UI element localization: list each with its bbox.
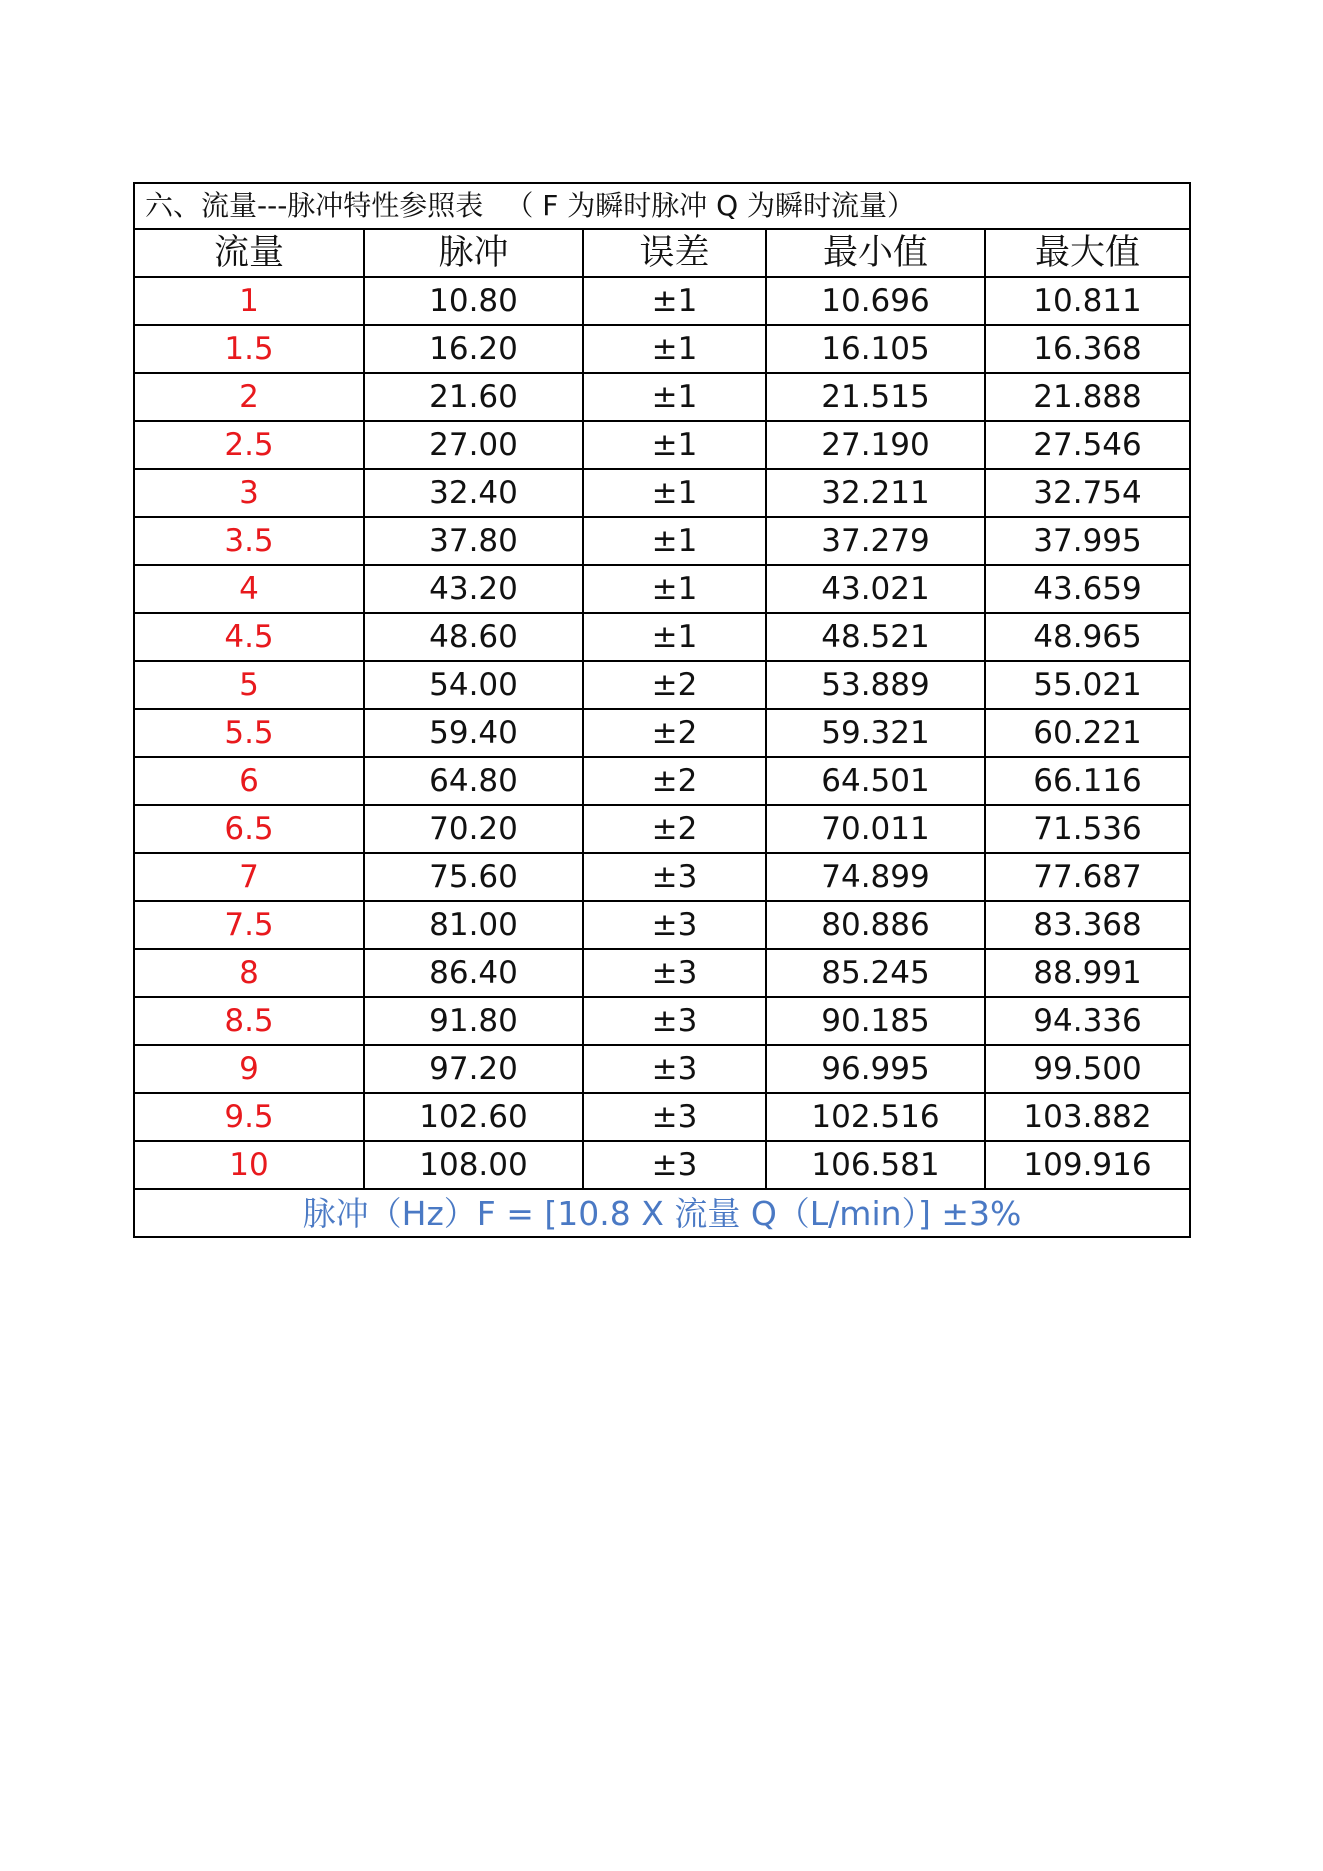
table-row [134, 613, 1190, 661]
max-cell: 109.916 [985, 1141, 1190, 1189]
error-cell: ±1 [583, 277, 766, 325]
flow-cell: 2 [134, 373, 364, 421]
max-cell: 99.500 [985, 1045, 1190, 1093]
flow-cell: 5 [134, 661, 364, 709]
table-row [134, 1093, 1190, 1141]
header-min: 最小值 [766, 229, 985, 277]
table-row [134, 421, 1190, 469]
min-cell: 59.321 [766, 709, 985, 757]
flow-cell: 1 [134, 277, 364, 325]
flow-cell: 5.5 [134, 709, 364, 757]
error-cell: ±1 [583, 421, 766, 469]
table-title-main: 六、流量---脉冲特性参照表 [145, 189, 484, 222]
pulse-cell: 32.40 [364, 469, 583, 517]
max-cell: 94.336 [985, 997, 1190, 1045]
flow-cell: 10 [134, 1141, 364, 1189]
error-cell: ±3 [583, 1093, 766, 1141]
error-cell: ±3 [583, 997, 766, 1045]
flow-cell: 7.5 [134, 901, 364, 949]
error-cell: ±2 [583, 805, 766, 853]
pulse-cell: 102.60 [364, 1093, 583, 1141]
header-max: 最大值 [985, 229, 1190, 277]
title-row [134, 183, 1190, 229]
flow-cell: 6 [134, 757, 364, 805]
header-row [134, 229, 1190, 277]
max-cell: 37.995 [985, 517, 1190, 565]
pulse-cell: 97.20 [364, 1045, 583, 1093]
min-cell: 85.245 [766, 949, 985, 997]
pulse-cell: 10.80 [364, 277, 583, 325]
table-row [134, 757, 1190, 805]
min-cell: 32.211 [766, 469, 985, 517]
flow-cell: 4 [134, 565, 364, 613]
max-cell: 66.116 [985, 757, 1190, 805]
pulse-cell: 81.00 [364, 901, 583, 949]
table-row [134, 661, 1190, 709]
min-cell: 48.521 [766, 613, 985, 661]
table-row [134, 565, 1190, 613]
max-cell: 10.811 [985, 277, 1190, 325]
flow-cell: 9.5 [134, 1093, 364, 1141]
min-cell: 96.995 [766, 1045, 985, 1093]
table-row [134, 901, 1190, 949]
max-cell: 55.021 [985, 661, 1190, 709]
pulse-cell: 75.60 [364, 853, 583, 901]
header-error: 误差 [583, 229, 766, 277]
error-cell: ±2 [583, 709, 766, 757]
formula-text: 脉冲（Hz）F = [10.8 X 流量 Q（L/min）] ±3% [134, 1189, 1190, 1237]
max-cell: 71.536 [985, 805, 1190, 853]
min-cell: 21.515 [766, 373, 985, 421]
table-row [134, 949, 1190, 997]
flow-cell: 2.5 [134, 421, 364, 469]
max-cell: 32.754 [985, 469, 1190, 517]
table-title-note: （ F 为瞬时脉冲 Q 为瞬时流量） [505, 189, 916, 222]
error-cell: ±1 [583, 325, 766, 373]
min-cell: 74.899 [766, 853, 985, 901]
error-cell: ±2 [583, 661, 766, 709]
min-cell: 70.011 [766, 805, 985, 853]
table-row [134, 1045, 1190, 1093]
error-cell: ±1 [583, 373, 766, 421]
flow-cell: 8 [134, 949, 364, 997]
max-cell: 103.882 [985, 1093, 1190, 1141]
table-row [134, 709, 1190, 757]
pulse-cell: 64.80 [364, 757, 583, 805]
pulse-cell: 91.80 [364, 997, 583, 1045]
min-cell: 64.501 [766, 757, 985, 805]
error-cell: ±1 [583, 565, 766, 613]
header-flow: 流量 [134, 229, 364, 277]
pulse-cell: 21.60 [364, 373, 583, 421]
min-cell: 10.696 [766, 277, 985, 325]
max-cell: 21.888 [985, 373, 1190, 421]
flow-cell: 7 [134, 853, 364, 901]
max-cell: 88.991 [985, 949, 1190, 997]
error-cell: ±1 [583, 517, 766, 565]
max-cell: 48.965 [985, 613, 1190, 661]
max-cell: 16.368 [985, 325, 1190, 373]
flow-cell: 4.5 [134, 613, 364, 661]
min-cell: 27.190 [766, 421, 985, 469]
max-cell: 27.546 [985, 421, 1190, 469]
pulse-cell: 86.40 [364, 949, 583, 997]
table-row [134, 853, 1190, 901]
pulse-cell: 54.00 [364, 661, 583, 709]
error-cell: ±3 [583, 1141, 766, 1189]
error-cell: ±3 [583, 1045, 766, 1093]
flow-cell: 3 [134, 469, 364, 517]
min-cell: 90.185 [766, 997, 985, 1045]
pulse-cell: 43.20 [364, 565, 583, 613]
min-cell: 37.279 [766, 517, 985, 565]
pulse-cell: 48.60 [364, 613, 583, 661]
error-cell: ±3 [583, 853, 766, 901]
pulse-cell: 27.00 [364, 421, 583, 469]
header-pulse: 脉冲 [364, 229, 583, 277]
table-row [134, 517, 1190, 565]
max-cell: 60.221 [985, 709, 1190, 757]
table-row [134, 805, 1190, 853]
flow-cell: 6.5 [134, 805, 364, 853]
flow-cell: 3.5 [134, 517, 364, 565]
table-row [134, 373, 1190, 421]
min-cell: 102.516 [766, 1093, 985, 1141]
max-cell: 43.659 [985, 565, 1190, 613]
flow-pulse-table [133, 182, 1191, 1238]
min-cell: 43.021 [766, 565, 985, 613]
flow-cell: 1.5 [134, 325, 364, 373]
flow-cell: 8.5 [134, 997, 364, 1045]
max-cell: 77.687 [985, 853, 1190, 901]
pulse-cell: 59.40 [364, 709, 583, 757]
table-row [134, 325, 1190, 373]
table-row [134, 469, 1190, 517]
flow-cell: 9 [134, 1045, 364, 1093]
min-cell: 16.105 [766, 325, 985, 373]
pulse-cell: 16.20 [364, 325, 583, 373]
error-cell: ±1 [583, 613, 766, 661]
pulse-cell: 37.80 [364, 517, 583, 565]
max-cell: 83.368 [985, 901, 1190, 949]
table-row [134, 277, 1190, 325]
error-cell: ±3 [583, 901, 766, 949]
table-body [134, 183, 1190, 1237]
error-cell: ±3 [583, 949, 766, 997]
formula-row [134, 1189, 1190, 1237]
error-cell: ±2 [583, 757, 766, 805]
pulse-cell: 70.20 [364, 805, 583, 853]
min-cell: 106.581 [766, 1141, 985, 1189]
table-title [134, 183, 1190, 229]
min-cell: 80.886 [766, 901, 985, 949]
error-cell: ±1 [583, 469, 766, 517]
table-row [134, 1141, 1190, 1189]
table-row [134, 997, 1190, 1045]
min-cell: 53.889 [766, 661, 985, 709]
pulse-cell: 108.00 [364, 1141, 583, 1189]
